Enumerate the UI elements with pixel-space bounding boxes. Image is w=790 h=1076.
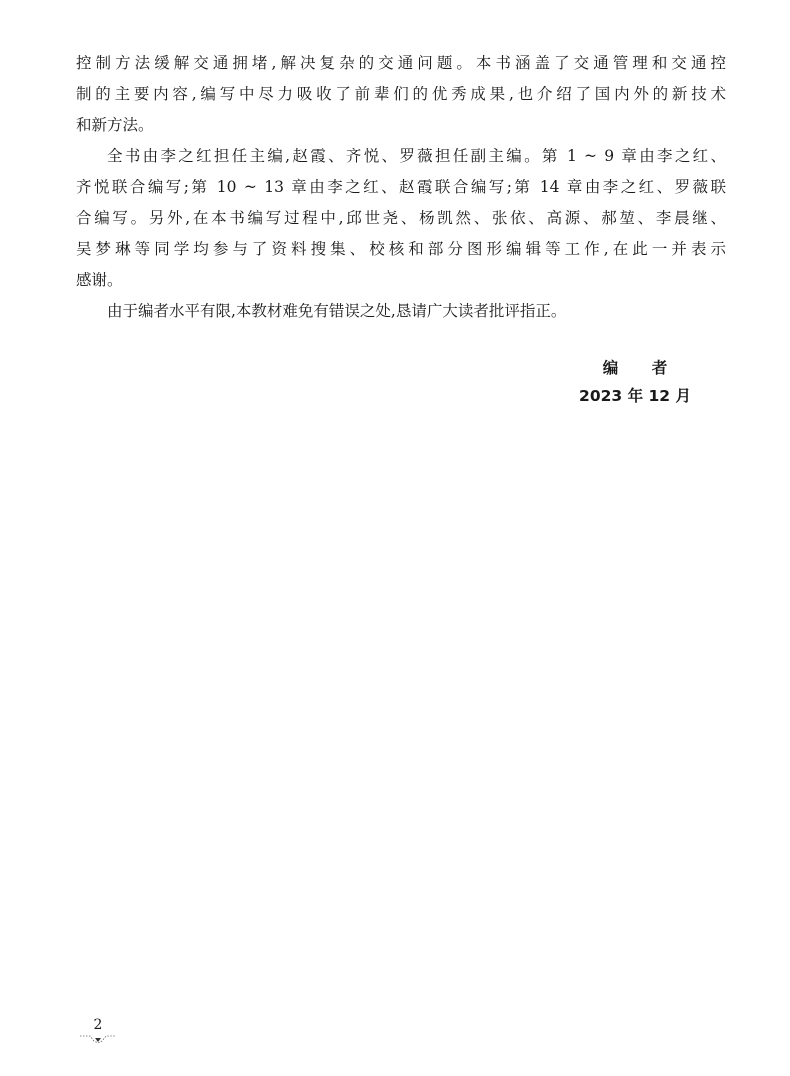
text-line: 控制方法缓解交通拥堵,解决复杂的交通问题。本书涵盖了交通管理和交通控	[76, 54, 726, 72]
text-line: 合编写。另外,在本书编写过程中,邱世尧、杨凯然、张依、高源、郝堃、李晨继、	[76, 209, 726, 227]
page-number	[78, 1016, 118, 1044]
text-line: 制的主要内容,编写中尽力吸收了前辈们的优秀成果,也介绍了国内外的新技术	[76, 85, 726, 103]
text-line: 全书由李之红担任主编,赵霞、齐悦、罗薇担任副主编。第 1 ~ 9 章由李之红、	[107, 147, 726, 165]
signature-date: 2023 年 12 月	[579, 387, 691, 405]
text-line: 和新方法。	[76, 116, 154, 134]
text-line: 吴梦琳等同学均参与了资料搜集、校核和部分图形编辑等工作,在此一并表示	[76, 240, 726, 258]
text-line: 齐悦联合编写;第 10 ~ 13 章由李之红、赵霞联合编写;第 14 章由李之红、罗薇联	[76, 178, 726, 196]
page-number-text: 2	[93, 1017, 103, 1033]
text-line: 感谢。	[76, 271, 123, 289]
body-text	[76, 48, 726, 327]
author-signature: 编 者	[602, 359, 682, 377]
page-ornament-icon	[78, 1034, 118, 1044]
text-line: 由于编者水平有限,本教材难免有错误之处,恳请广大读者批评指正。	[107, 302, 567, 320]
